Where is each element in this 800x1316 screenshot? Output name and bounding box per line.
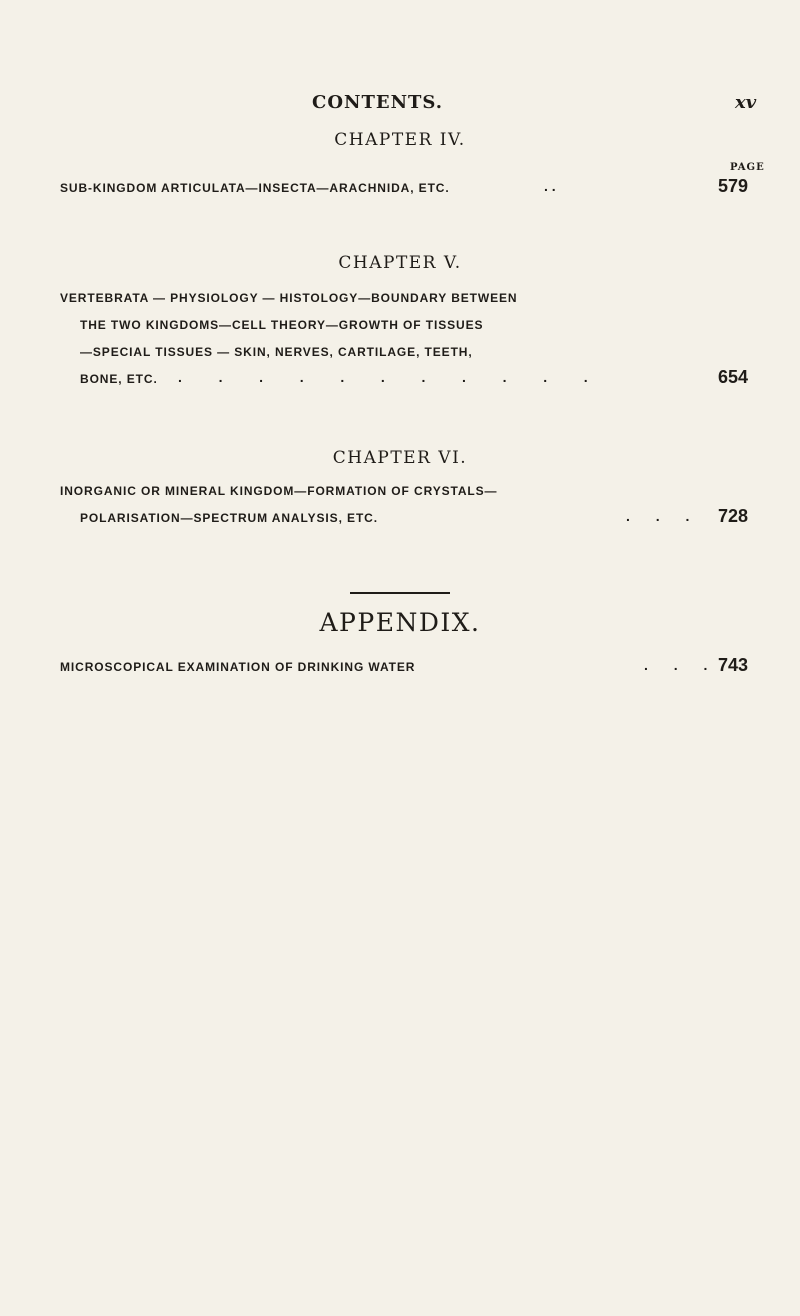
- chapter-6-line-1: INORGANIC OR MINERAL KINGDOM—FORMATION OF CRYSTALS—: [60, 484, 498, 498]
- chapter-5-line-3: —SPECIAL TISSUES — SKIN, NERVES, CARTILAGE, TEETH,: [80, 345, 473, 359]
- chapter-4-leader: . .: [544, 178, 556, 194]
- chapter-6-leader: . . .: [626, 508, 701, 524]
- chapter-5-line-1: VERTEBRATA — PHYSIOLOGY — HISTOLOGY—BOUNDARY BETWEEN: [60, 291, 518, 305]
- chapter-5-title: CHAPTER V.: [338, 253, 462, 273]
- chapter-5-line-4: BONE, ETC.: [80, 372, 158, 386]
- appendix-line-1: MICROSCOPICAL EXAMINATION OF DRINKING WATER: [60, 660, 416, 674]
- section-divider: [350, 592, 450, 594]
- running-head: CONTENTS.: [312, 92, 444, 113]
- chapter-4-page: 579: [718, 176, 749, 196]
- appendix-leader: . . .: [644, 657, 719, 673]
- chapter-5-leader: . . . . . . . . . . .: [178, 369, 605, 385]
- page-folio: xv: [735, 92, 757, 113]
- chapter-4-title: CHAPTER IV.: [334, 130, 466, 150]
- page-column-label: PAGE: [730, 162, 765, 173]
- chapter-5-line-2: THE TWO KINGDOMS—CELL THEORY—GROWTH OF TISSUES: [80, 318, 484, 332]
- chapter-6-title: CHAPTER VI.: [332, 448, 468, 468]
- appendix-page: 743: [718, 655, 749, 675]
- chapter-5-page: 654: [718, 367, 749, 387]
- chapter-6-line-2: POLARISATION—SPECTRUM ANALYSIS, ETC.: [80, 511, 378, 525]
- chapter-4-line-1: SUB-KINGDOM ARTICULATA—INSECTA—ARACHNIDA, ETC.: [60, 181, 450, 195]
- appendix-title: APPENDIX.: [319, 608, 481, 637]
- chapter-6-page: 728: [718, 506, 749, 526]
